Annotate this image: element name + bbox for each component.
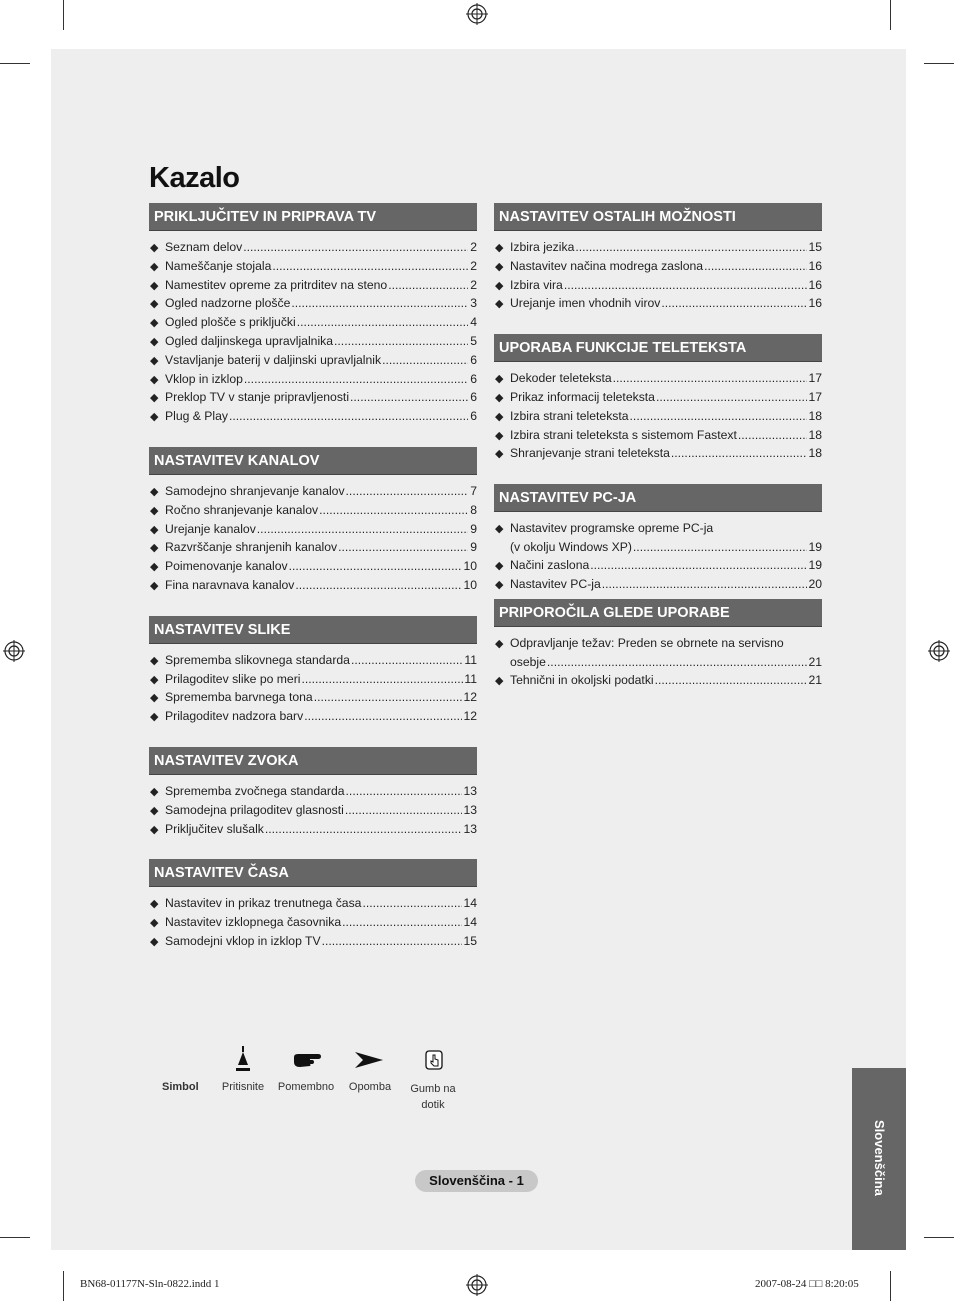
- diamond-bullet-icon: ◆: [495, 638, 504, 651]
- toc-page-number: 13: [463, 783, 477, 798]
- toc-entry-text: Nastavitev PC-ja: [510, 576, 601, 591]
- toc-page-number: 16: [808, 296, 822, 311]
- leader-dots: [704, 258, 807, 276]
- toc-page-number: 2: [470, 240, 477, 254]
- diamond-bullet-icon: ◆: [150, 392, 159, 405]
- leader-dots: [338, 539, 468, 557]
- toc-page-number: 12: [463, 690, 477, 705]
- toc-section: [149, 859, 477, 951]
- toc-entry: [149, 689, 477, 708]
- toc-page-number: 19: [808, 539, 822, 554]
- toc-page-number: 11: [464, 652, 477, 667]
- toc-entry: [494, 408, 822, 427]
- toc-entry-text: Sprememba barvnega tona: [165, 690, 313, 705]
- diamond-bullet-icon: ◆: [150, 485, 159, 498]
- side-tab-label: Slovenščina: [872, 1120, 887, 1196]
- leader-dots: [655, 672, 808, 690]
- toc-entry-text: Samodejna prilagoditev glasnosti: [165, 802, 344, 817]
- toc-entry-text: Dekoder teleteksta: [510, 371, 612, 386]
- diamond-bullet-icon: ◆: [495, 674, 504, 687]
- toc-section: [149, 203, 477, 427]
- toc-entry-text: Ogled nadzorne plošče: [165, 296, 291, 311]
- toc-entry: [149, 239, 477, 258]
- diamond-bullet-icon: ◆: [150, 917, 159, 930]
- toc-entry-text: Nastavitev in prikaz trenutnega časa: [165, 896, 362, 911]
- registration-mark-icon: [3, 640, 25, 662]
- diamond-bullet-icon: ◆: [150, 542, 159, 555]
- toc-entry-text: Preklop TV v stanje pripravljenosti: [165, 390, 350, 405]
- toc-entry: [494, 520, 822, 539]
- pointing-hand-icon: [292, 1052, 322, 1068]
- leader-dots: [630, 408, 808, 426]
- toc-entry-text: Ogled daljinskega upravljalnika: [165, 333, 334, 348]
- leader-dots: [388, 277, 468, 295]
- diamond-bullet-icon: ◆: [150, 785, 159, 798]
- diamond-bullet-icon: ◆: [495, 260, 504, 273]
- toc-entry: [149, 483, 477, 502]
- leader-dots: [301, 671, 463, 689]
- diamond-bullet-icon: ◆: [495, 391, 504, 404]
- diamond-bullet-icon: ◆: [495, 373, 504, 386]
- diamond-bullet-icon: ◆: [150, 317, 159, 330]
- diamond-bullet-icon: ◆: [495, 448, 504, 461]
- toc-entry: [149, 352, 477, 371]
- leader-dots: [613, 370, 808, 388]
- leader-dots: [671, 445, 808, 463]
- leader-dots: [265, 821, 463, 839]
- toc-column-right: [494, 203, 822, 691]
- diamond-bullet-icon: ◆: [150, 711, 159, 724]
- toc-entry-text: Seznam delov: [165, 240, 243, 254]
- section-items: [149, 475, 477, 596]
- toc-entry: [494, 295, 822, 314]
- section-header: PRIKLJUČITEV IN PRIPRAVA TV: [149, 203, 477, 231]
- toc-page-number: 16: [808, 258, 822, 273]
- toc-page-number: 19: [808, 557, 822, 572]
- section-header: NASTAVITEV ČASA: [149, 859, 477, 887]
- toc-entry-text: osebje: [510, 655, 546, 670]
- legend-item-label: Pomembno: [277, 1081, 335, 1093]
- toc-entry: [149, 914, 477, 933]
- diamond-bullet-icon: ◆: [150, 654, 159, 667]
- toc-page-number: 10: [463, 559, 477, 574]
- footer-file-info: BN68-01177N-Sln-0822.indd 1: [80, 1278, 220, 1290]
- toc-entry: [149, 389, 477, 408]
- diamond-bullet-icon: ◆: [150, 523, 159, 536]
- toc-entry-text: Samodejno shranjevanje kanalov: [165, 483, 345, 498]
- diamond-bullet-icon: ◆: [150, 692, 159, 705]
- toc-page-number: 15: [808, 240, 822, 254]
- toc-page-number: 6: [470, 352, 477, 367]
- toc-entry: [149, 314, 477, 333]
- toc-entry: [494, 557, 822, 576]
- toc-entry: [149, 408, 477, 427]
- legend-item-label: Opomba: [348, 1081, 392, 1093]
- toc-entry: [149, 258, 477, 277]
- toc-entry-text: Urejanje imen vhodnih virov: [510, 296, 661, 311]
- section-header: NASTAVITEV KANALOV: [149, 447, 477, 475]
- diamond-bullet-icon: ◆: [495, 298, 504, 311]
- toc-entry: [149, 783, 477, 802]
- press-icon: [235, 1046, 251, 1072]
- page-number-badge: Slovenščina - 1: [415, 1170, 538, 1192]
- diamond-bullet-icon: ◆: [495, 429, 504, 442]
- leader-dots: [334, 333, 468, 351]
- registration-mark-icon: [466, 3, 488, 25]
- section-items: [494, 512, 822, 594]
- toc-entry-text: (v okolju Windows XP): [510, 539, 632, 554]
- crop-mark: [890, 0, 891, 30]
- diamond-bullet-icon: ◆: [150, 411, 159, 424]
- footer-timestamp: 2007-08-24 □□ 8:20:05: [755, 1278, 859, 1290]
- toc-entry-text: Plug & Play: [165, 409, 229, 424]
- leader-dots: [295, 577, 462, 595]
- toc-page-number: 6: [470, 409, 477, 424]
- toc-entry-text: Izbira vira: [510, 277, 563, 292]
- section-items: [494, 362, 822, 464]
- leader-dots: [590, 557, 807, 575]
- registration-mark-icon: [466, 1274, 488, 1296]
- toc-entry: [149, 502, 477, 521]
- leader-dots: [350, 389, 468, 407]
- toc-entry-continuation: [494, 654, 822, 672]
- diamond-bullet-icon: ◆: [495, 279, 504, 292]
- toc-entry: [149, 671, 477, 690]
- leader-dots: [656, 389, 807, 407]
- language-side-tab: [852, 1068, 906, 1250]
- crop-mark: [63, 0, 64, 30]
- toc-page-number: 18: [808, 427, 822, 442]
- toc-page-number: 18: [808, 408, 822, 423]
- toc-entry-text: Shranjevanje strani teleteksta: [510, 446, 670, 461]
- toc-page-number: 18: [808, 446, 822, 461]
- toc-entry-text: Urejanje kanalov: [165, 521, 256, 536]
- toc-entry-text: Nameščanje stojala: [165, 258, 272, 273]
- diamond-bullet-icon: ◆: [495, 578, 504, 591]
- toc-page-number: 8: [470, 502, 477, 517]
- touch-button-icon: [425, 1050, 443, 1070]
- toc-entry: [149, 277, 477, 296]
- toc-entry-continuation: [494, 539, 822, 557]
- toc-entry: [494, 370, 822, 389]
- toc-entry-text: Vstavljanje baterij v daljinski upravljalnik: [165, 352, 382, 367]
- toc-entry: [494, 389, 822, 408]
- toc-entry: [149, 558, 477, 577]
- toc-entry-text: Izbira jezika: [510, 240, 575, 254]
- leader-dots: [314, 689, 463, 707]
- toc-entry-text: Samodejni vklop in izklop TV: [165, 933, 321, 948]
- diamond-bullet-icon: ◆: [150, 373, 159, 386]
- toc-entry-text: Ročno shranjevanje kanalov: [165, 502, 319, 517]
- toc-column-left: [149, 203, 477, 952]
- toc-page-number: 13: [463, 821, 477, 836]
- leader-dots: [345, 802, 463, 820]
- diamond-bullet-icon: ◆: [495, 559, 504, 572]
- toc-entry-text: Razvrščanje shranjenih kanalov: [165, 540, 338, 555]
- toc-page-number: 9: [470, 540, 477, 555]
- toc-entry: [149, 333, 477, 352]
- toc-page-number: 15: [463, 933, 477, 948]
- toc-page-number: 7: [470, 483, 477, 498]
- toc-entry: [149, 652, 477, 671]
- section-header: NASTAVITEV OSTALIH MOŽNOSTI: [494, 203, 822, 231]
- leader-dots: [661, 295, 807, 313]
- legend-item-label: Gumb na dotik: [410, 1083, 456, 1111]
- toc-page-number: 12: [463, 709, 477, 724]
- leader-dots: [272, 258, 468, 276]
- diamond-bullet-icon: ◆: [150, 335, 159, 348]
- toc-entry: [494, 635, 822, 654]
- toc-entry: [149, 295, 477, 314]
- diamond-bullet-icon: ◆: [495, 523, 504, 536]
- toc-entry: [149, 895, 477, 914]
- toc-entry: [494, 239, 822, 258]
- diamond-bullet-icon: ◆: [150, 673, 159, 686]
- toc-entry-text: Fina naravnava kanalov: [165, 577, 295, 592]
- diamond-bullet-icon: ◆: [495, 410, 504, 423]
- crop-mark: [0, 63, 30, 64]
- leader-dots: [257, 521, 468, 539]
- note-arrow-icon: [355, 1052, 383, 1068]
- toc-entry-text: Odpravljanje težav: Preden se obrnete na servisno: [510, 636, 784, 651]
- leader-dots: [346, 783, 463, 801]
- toc-entry: [149, 521, 477, 540]
- toc-entry-text: Nastavitev izklopnega časovnika: [165, 915, 342, 930]
- leader-dots: [547, 654, 808, 672]
- toc-page-number: 6: [470, 390, 477, 405]
- leader-dots: [291, 295, 468, 313]
- toc-section: [494, 334, 822, 464]
- diamond-bullet-icon: ◆: [495, 242, 504, 254]
- leader-dots: [602, 576, 808, 594]
- toc-entry-text: Vklop in izklop: [165, 371, 243, 386]
- toc-entry-text: Sprememba slikovnega standarda: [165, 652, 350, 667]
- crop-mark: [0, 1237, 30, 1238]
- section-items: [149, 887, 477, 951]
- toc-entry-text: Izbira strani teleteksta: [510, 408, 629, 423]
- toc-page-number: 17: [808, 389, 822, 404]
- leader-dots: [382, 352, 468, 370]
- toc-entry: [494, 427, 822, 446]
- toc-page-number: 2: [470, 258, 477, 273]
- toc-entry-text: Prilagoditev nadzora barv: [165, 709, 304, 724]
- section-header: PRIPOROČILA GLEDE UPORABE: [494, 599, 822, 627]
- toc-page-number: 21: [808, 672, 822, 687]
- section-items: [149, 644, 477, 727]
- leader-dots: [351, 652, 463, 670]
- section-items: [149, 231, 477, 427]
- toc-entry-text: Nastavitev programske opreme PC-ja: [510, 521, 714, 536]
- toc-entry: [494, 258, 822, 277]
- crop-mark: [924, 63, 954, 64]
- diamond-bullet-icon: ◆: [150, 279, 159, 292]
- toc-entry: [494, 277, 822, 296]
- leader-dots: [289, 558, 463, 576]
- toc-page-number: 10: [463, 577, 477, 592]
- toc-entry: [149, 802, 477, 821]
- toc-entry: [149, 371, 477, 390]
- leader-dots: [575, 239, 807, 257]
- leader-dots: [322, 933, 463, 951]
- toc-entry-text: Načini zaslona: [510, 557, 590, 572]
- toc-page-number: 3: [470, 296, 477, 311]
- toc-entry: [149, 708, 477, 727]
- leader-dots: [243, 239, 468, 257]
- toc-entry-text: Ogled plošče s priključki: [165, 315, 296, 330]
- toc-page-number: 11: [464, 671, 477, 686]
- toc-page-number: 4: [470, 315, 477, 330]
- toc-section: [149, 447, 477, 596]
- diamond-bullet-icon: ◆: [150, 260, 159, 273]
- toc-section: [149, 616, 477, 727]
- section-header: NASTAVITEV PC-JA: [494, 484, 822, 512]
- section-items: [494, 627, 822, 690]
- toc-page-number: 14: [463, 896, 477, 911]
- toc-entry-text: Namestitev opreme za pritrditev na steno: [165, 277, 388, 292]
- toc-section: [494, 203, 822, 314]
- leader-dots: [346, 483, 468, 501]
- leader-dots: [564, 277, 808, 295]
- leader-dots: [297, 314, 468, 332]
- section-header: NASTAVITEV ZVOKA: [149, 747, 477, 775]
- toc-entry: [149, 539, 477, 558]
- toc-page-number: 14: [463, 915, 477, 930]
- section-items: [494, 231, 822, 314]
- toc-entry: [149, 821, 477, 840]
- diamond-bullet-icon: ◆: [150, 354, 159, 367]
- crop-mark: [924, 1237, 954, 1238]
- section-header: UPORABA FUNKCIJE TELETEKSTA: [494, 334, 822, 362]
- leader-dots: [738, 427, 808, 445]
- crop-mark: [890, 1271, 891, 1301]
- toc-page-number: 16: [808, 277, 822, 292]
- toc-section: [149, 747, 477, 839]
- toc-entry-text: Izbira strani teleteksta s sistemom Fastext: [510, 427, 737, 442]
- toc-section: [494, 484, 822, 594]
- toc-page-number: 21: [808, 655, 822, 670]
- diamond-bullet-icon: ◆: [150, 242, 159, 254]
- toc-page-number: 17: [808, 371, 822, 386]
- toc-page-number: 9: [470, 521, 477, 536]
- registration-mark-icon: [928, 640, 950, 662]
- toc-entry: [149, 933, 477, 952]
- toc-entry-text: Poimenovanje kanalov: [165, 559, 288, 574]
- toc-entry: [149, 577, 477, 596]
- diamond-bullet-icon: ◆: [150, 561, 159, 574]
- toc-entry-text: Sprememba zvočnega standarda: [165, 783, 345, 798]
- toc-page-number: 13: [463, 802, 477, 817]
- toc-entry-text: Tehnični in okoljski podatki: [510, 672, 654, 687]
- toc-entry: [494, 672, 822, 691]
- toc-entry: [494, 445, 822, 464]
- page-title: Kazalo: [149, 162, 240, 194]
- toc-section: [494, 599, 822, 690]
- diamond-bullet-icon: ◆: [150, 579, 159, 592]
- crop-mark: [63, 1271, 64, 1301]
- toc-entry-text: Prikaz informacij teleteksta: [510, 389, 655, 404]
- diamond-bullet-icon: ◆: [150, 298, 159, 311]
- toc-page-number: 6: [470, 371, 477, 386]
- toc-entry-text: Priključitev slušalk: [165, 821, 264, 836]
- legend-item-label: Pritisnite: [221, 1081, 265, 1093]
- toc-page-number: 20: [808, 576, 822, 591]
- toc-page-number: 5: [470, 333, 477, 348]
- leader-dots: [319, 502, 468, 520]
- toc-entry-text: Nastavitev načina modrega zaslona: [510, 258, 704, 273]
- diamond-bullet-icon: ◆: [150, 935, 159, 948]
- leader-dots: [244, 371, 468, 389]
- diamond-bullet-icon: ◆: [150, 504, 159, 517]
- leader-dots: [342, 914, 462, 932]
- toc-entry: [494, 576, 822, 595]
- section-items: [149, 775, 477, 839]
- leader-dots: [304, 708, 462, 726]
- leader-dots: [229, 408, 468, 426]
- diamond-bullet-icon: ◆: [150, 804, 159, 817]
- diamond-bullet-icon: ◆: [150, 898, 159, 911]
- toc-page-number: 2: [470, 277, 477, 292]
- legend-symbol-label: Simbol: [162, 1081, 199, 1093]
- leader-dots: [633, 539, 808, 557]
- section-header: NASTAVITEV SLIKE: [149, 616, 477, 644]
- diamond-bullet-icon: ◆: [150, 823, 159, 836]
- leader-dots: [362, 895, 462, 913]
- toc-entry-text: Prilagoditev slike po meri: [165, 671, 301, 686]
